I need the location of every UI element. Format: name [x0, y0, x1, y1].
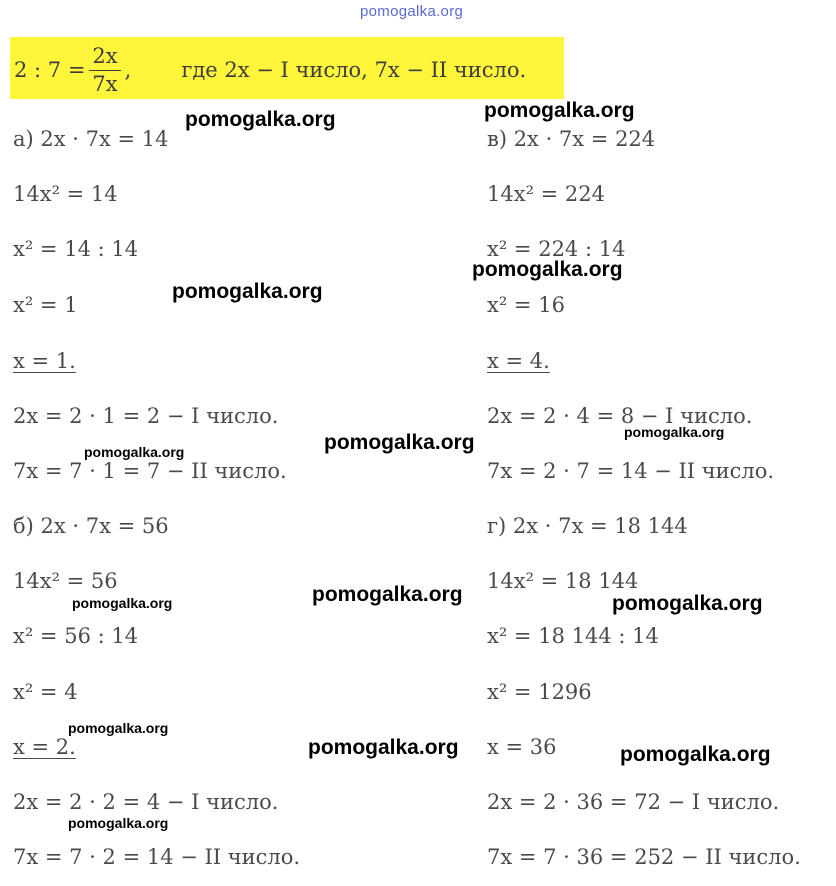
line-b-3: x² = 56 : 14 [13, 624, 139, 648]
line-v-5-answer: x = 4. [487, 349, 550, 373]
watermark: pomogalka.org [185, 108, 336, 131]
line-v-6: 2x = 2 · 4 = 8 − I число. [487, 404, 753, 428]
watermark: pomogalka.org [484, 99, 635, 122]
line-b-7: 7x = 7 · 2 = 14 − II число. [13, 845, 301, 869]
line-v-1: в) 2x · 7x = 224 [487, 127, 656, 151]
line-v-3: x² = 224 : 14 [487, 237, 626, 261]
line-v-7: 7x = 2 · 7 = 14 − II число. [487, 459, 775, 483]
watermark: pomogalka.org [312, 583, 463, 606]
line-g-1: г) 2x · 7x = 18 144 [487, 514, 688, 538]
watermark: pomogalka.org [68, 720, 169, 736]
intro-where-text: где 2x − I число, 7x − II число. [181, 58, 527, 82]
watermark: pomogalka.org [84, 444, 185, 460]
line-b-2: 14x² = 56 [13, 569, 118, 593]
watermark: pomogalka.org [308, 736, 459, 759]
intro-ratio: 2 : 7 = [14, 58, 86, 82]
line-v-4: x² = 16 [487, 293, 565, 317]
fraction-numerator: 2x [89, 46, 120, 71]
line-a-3: x² = 14 : 14 [13, 237, 139, 261]
line-g-5-answer: x = 36 [487, 735, 557, 759]
line-g-7: 7x = 7 · 36 = 252 − II число. [487, 845, 801, 869]
intro-formula [14, 40, 526, 100]
line-g-2: 14x² = 18 144 [487, 569, 639, 593]
intro-comma: , [124, 58, 132, 82]
line-b-5-answer: x = 2. [13, 735, 76, 759]
header-watermark: pomogalka.org [360, 3, 464, 20]
watermark: pomogalka.org [620, 743, 771, 766]
line-v-2: 14x² = 224 [487, 182, 606, 206]
line-a-1: а) 2x · 7x = 14 [13, 127, 169, 151]
watermark: pomogalka.org [612, 592, 763, 615]
watermark: pomogalka.org [624, 424, 725, 440]
watermark: pomogalka.org [172, 280, 323, 303]
line-b-6: 2x = 2 · 2 = 4 − I число. [13, 790, 279, 814]
line-g-4: x² = 1296 [487, 680, 592, 704]
line-a-6: 2x = 2 · 1 = 2 − I число. [13, 404, 279, 428]
line-g-6: 2x = 2 · 36 = 72 − I число. [487, 790, 780, 814]
watermark: pomogalka.org [324, 431, 475, 454]
line-b-4: x² = 4 [13, 680, 78, 704]
intro-fraction [89, 43, 120, 96]
line-a-4: x² = 1 [13, 293, 78, 317]
line-a-2: 14x² = 14 [13, 182, 118, 206]
line-g-3: x² = 18 144 : 14 [487, 624, 659, 648]
line-b-1: б) 2x · 7x = 56 [13, 514, 169, 538]
watermark: pomogalka.org [472, 258, 623, 281]
fraction-denominator: 7x [92, 71, 118, 96]
line-a-5-answer: x = 1. [13, 349, 76, 373]
watermark: pomogalka.org [72, 595, 173, 611]
watermark: pomogalka.org [68, 815, 169, 831]
line-a-7: 7x = 7 · 1 = 7 − II число. [13, 459, 287, 483]
